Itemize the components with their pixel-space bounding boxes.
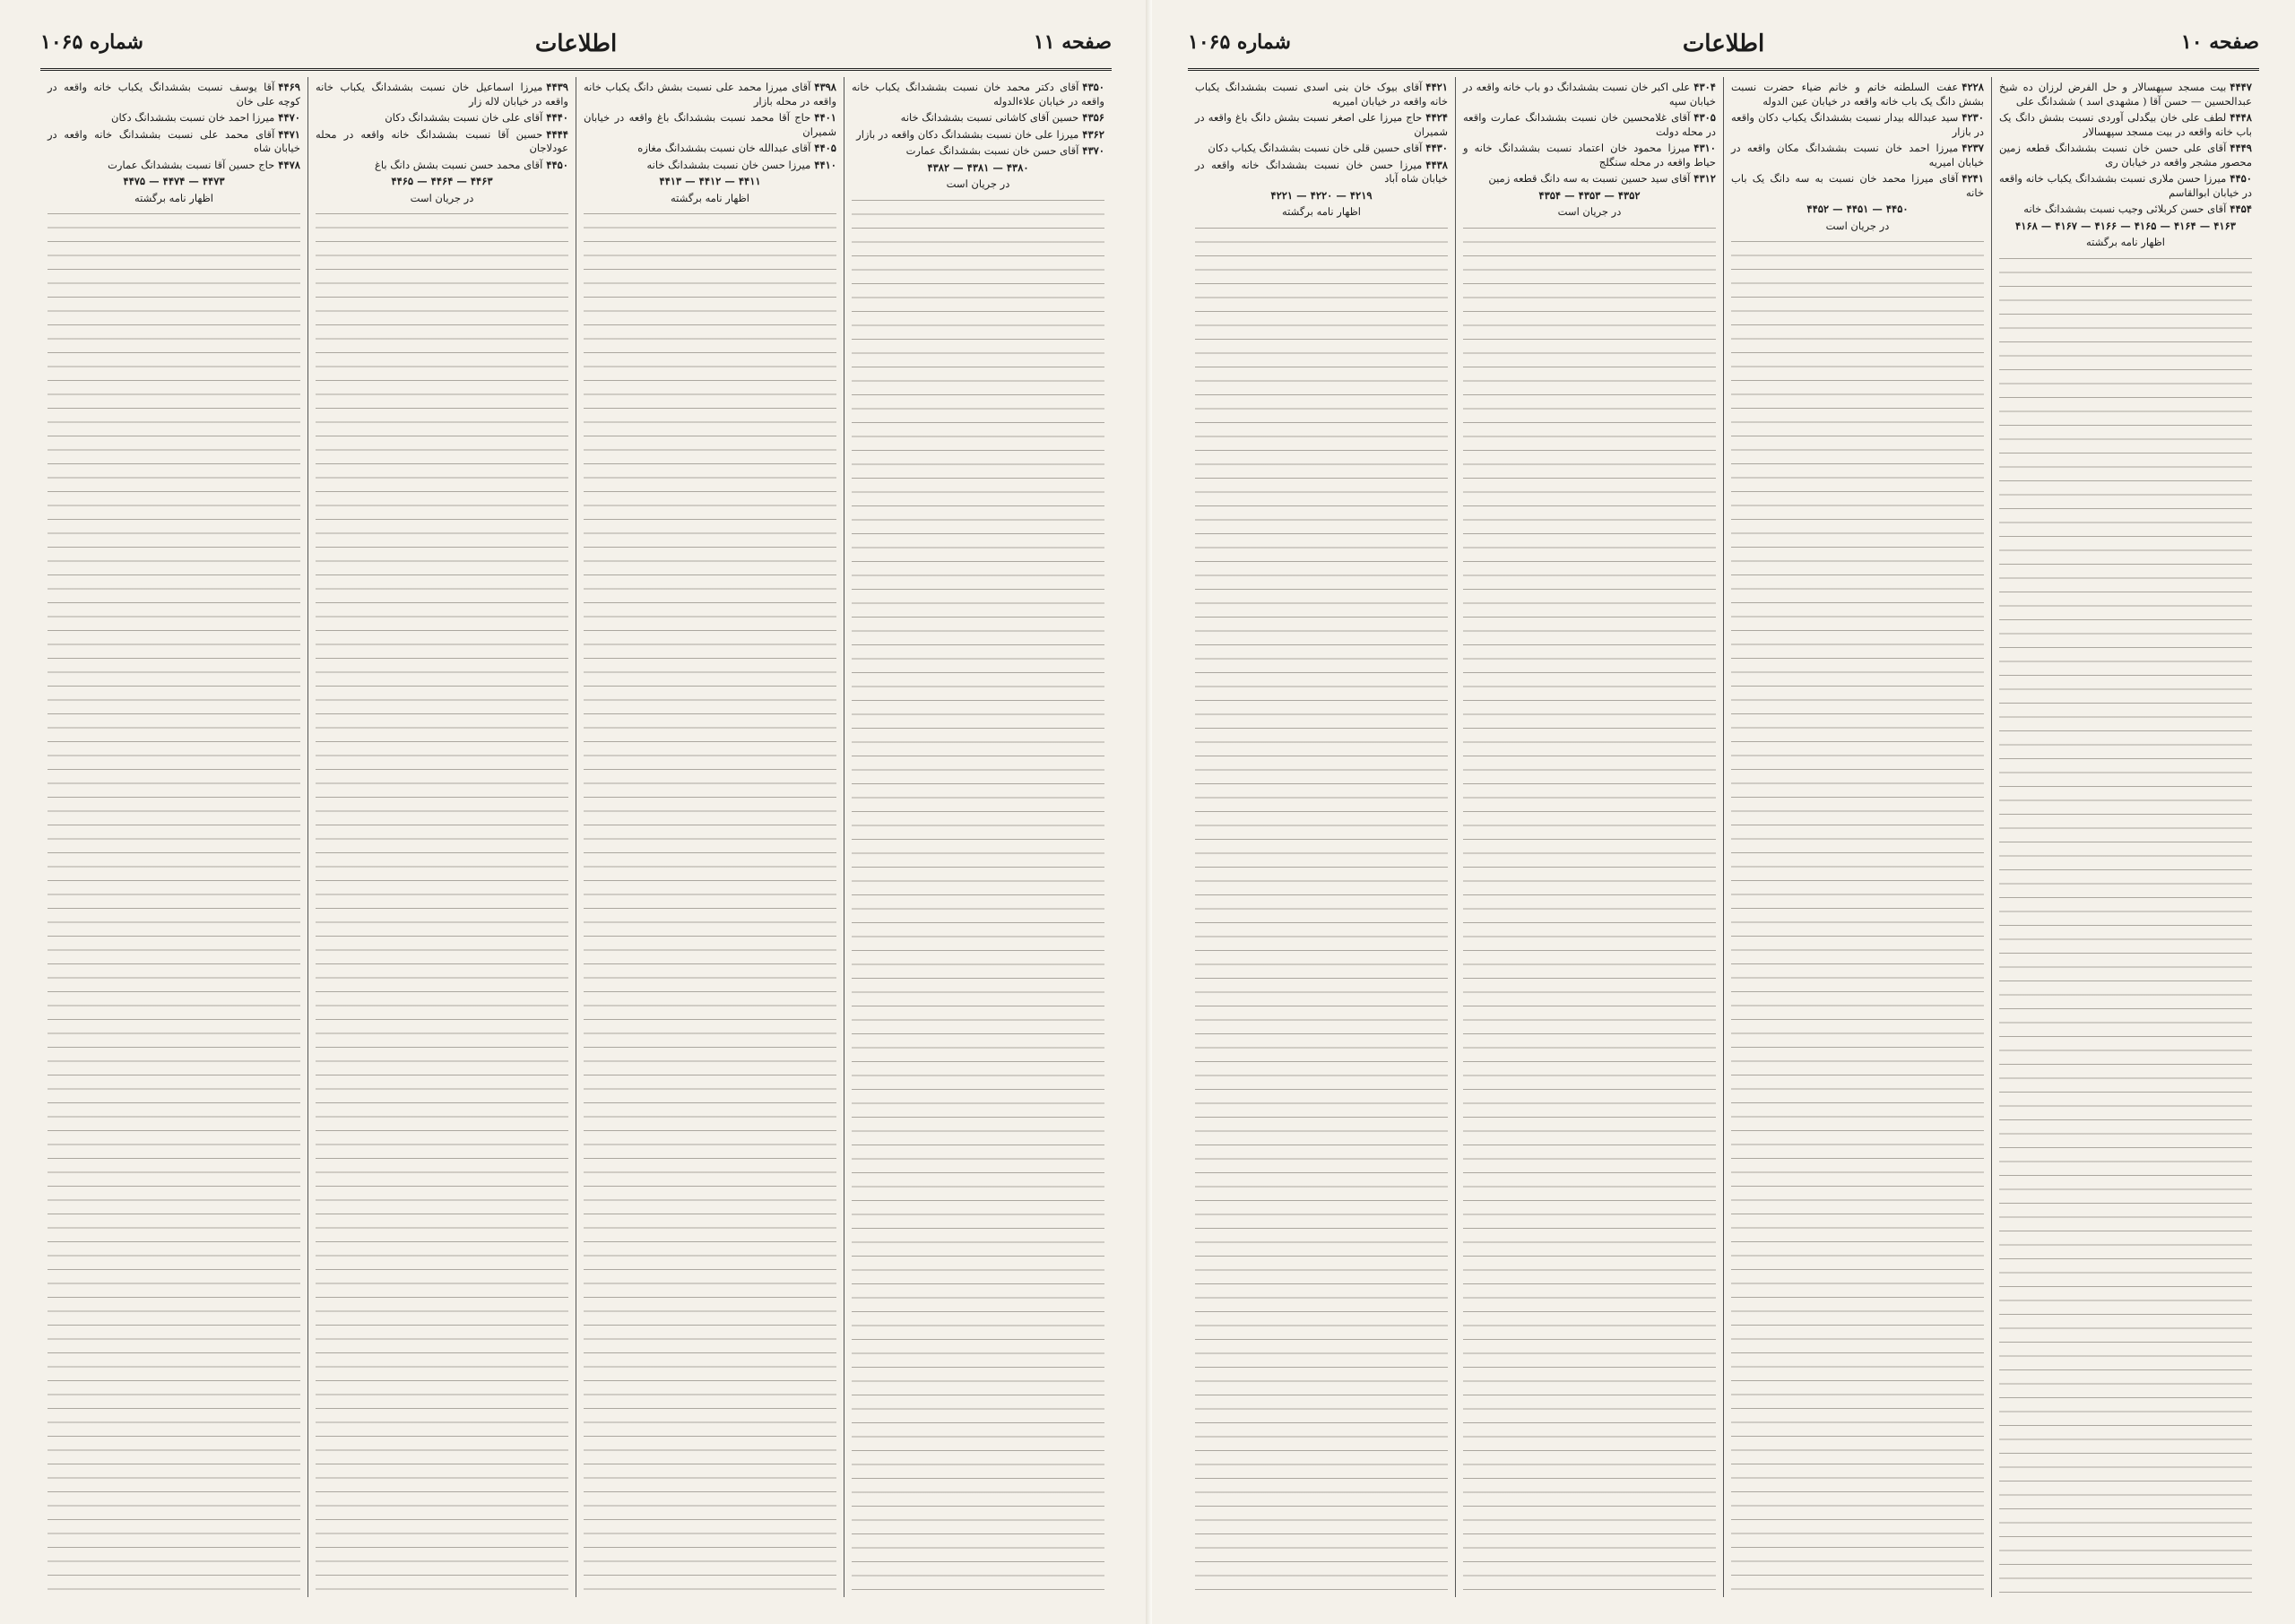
registry-entry (852, 81, 1104, 108)
registry-entry (48, 81, 300, 108)
entry-text: میرزا محمود خان اعتماد نسبت بششدانگ خانه و حیاط واقعه در محله سنگلج (1463, 142, 1716, 168)
registry-entry (584, 159, 836, 173)
registry-entry (584, 81, 836, 108)
entry-number: ۴۳۵۶ (1082, 111, 1104, 124)
entry-number-list: ۴۳۸۰ — ۴۳۸۱ — ۴۳۸۲ (927, 160, 1029, 174)
entry-number: ۴۴۶۹ (278, 81, 300, 93)
entry-number: ۴۳۷۰ (1082, 144, 1104, 157)
registry-entry (1999, 172, 2252, 200)
status-line: اظهار نامه برگشته (134, 191, 213, 204)
registry-entry (584, 111, 836, 139)
entry-number: ۴۴۲۱ (1425, 81, 1448, 93)
registry-entry (316, 128, 568, 156)
text-column (1723, 77, 1991, 1597)
entry-number: ۴۲۲۸ (1962, 81, 1984, 93)
status-line: در جریان است (1557, 205, 1622, 218)
entry-text: میرزا احمد خان نسبت بششدانگ دکان (111, 111, 275, 124)
column-group (1188, 77, 2259, 1597)
entry-text: عفت السلطنه خانم و خانم ضیاء حضرت نسبت بشش دانگ یک باب خانه واقعه در خیابان عین الدوله (1731, 81, 1984, 108)
entry-text: میرزا حسن ملاری نسبت بششدانگ یکباب خانه واقعه در خیابان ابوالقاسم (1999, 172, 2252, 199)
entry-number: ۴۲۳۰ (1962, 111, 1984, 124)
entry-text: آقای میرزا محمد علی نسبت بشش دانگ یکباب خانه واقعه در محله بازار (584, 81, 836, 108)
newspaper-name: اطلاعات (1682, 30, 1765, 57)
registry-entry (1731, 111, 1984, 139)
registry-entry (584, 142, 836, 156)
body-text-lines (1463, 223, 1716, 1598)
status-line: اظهار نامه برگشته (671, 191, 749, 204)
registry-entry (316, 111, 568, 125)
entry-number: ۴۴۳۰ (1425, 142, 1448, 154)
status-line: در جریان است (410, 191, 474, 204)
entry-number: ۴۴۴۹ (2230, 142, 2252, 154)
entry-number: ۴۳۶۲ (1082, 127, 1104, 141)
entry-text: آقای دکتر محمد خان نسبت بششدانگ یکباب خانه واقعه در خیابان علاءالدوله (852, 81, 1104, 108)
entry-text: آقای حسین قلی خان نسبت بششدانگ یکباب دکان (1208, 142, 1423, 154)
issue-number: شماره ۱۰۶۵ (1188, 30, 1291, 54)
entry-number: ۴۴۷۱ (278, 127, 300, 141)
entry-number: ۴۴۲۴ (1425, 111, 1448, 124)
registry-entry (852, 144, 1104, 159)
entry-text: میرزا حسن خان نسبت بششدانگ خانه واقعه در خیابان شاه آباد (1195, 158, 1448, 185)
registry-entry (1731, 81, 1984, 108)
entry-text: آقای علی خان نسبت بششدانگ دکان (385, 111, 543, 124)
registry-entry (1999, 203, 2252, 217)
entry-number: ۴۴۵۴ (2230, 203, 2252, 215)
entry-text: سید عبدالله بیدار نسبت بششدانگ یکباب دکان واقعه در بازار (1731, 111, 1984, 138)
page-number: صفحه ۱۰ (2180, 30, 2259, 54)
entry-text: آقا یوسف نسبت بششدانگ یکباب خانه واقعه در کوچه علی خان (48, 81, 300, 108)
body-text-lines (1731, 237, 1984, 1597)
entry-text: حاج آقا محمد نسبت بششدانگ باغ واقعه در خیابان شمیران (584, 111, 836, 138)
newspaper-name: اطلاعات (534, 30, 618, 57)
entry-number: ۴۳۰۴ (1693, 81, 1716, 93)
entry-text: حسین آقا نسبت بششدانگ خانه واقعه در محله عودلاجان (316, 127, 568, 154)
entry-number: ۴۴۴۰ (546, 111, 568, 124)
entry-text: حاج میرزا علی اصغر نسبت بشش دانگ باغ واقعه در شمیران (1195, 111, 1448, 138)
page-right-header (1188, 27, 2259, 71)
text-column (40, 77, 307, 1597)
entry-number: ۴۴۳۸ (1425, 158, 1448, 171)
entry-number: ۴۴۰۵ (814, 142, 836, 154)
entry-number: ۴۴۵۰ (2230, 172, 2252, 185)
registry-entry (1195, 81, 1448, 108)
entry-text: حسین آقای کاشانی نسبت بششدانگ خانه (900, 111, 1079, 124)
entry-number-list: ۴۳۵۲ — ۴۳۵۳ — ۴۳۵۴ (1538, 188, 1641, 202)
registry-entry (1999, 142, 2252, 169)
entry-text: آقای سید حسین نسبت به سه دانگ قطعه زمین (1488, 172, 1691, 185)
registry-entry (852, 111, 1104, 125)
entry-text: میرزا علی خان نسبت بششدانگ دکان واقعه در بازار (856, 127, 1079, 141)
page-number: صفحه ۱۱ (1033, 30, 1112, 54)
registry-entry (48, 159, 300, 173)
entry-text: آقای محمد علی نسبت بششدانگ خانه واقعه در خیابان شاه (48, 127, 300, 154)
entry-text: آقای حسن کربلائی وجیب نسبت بششدانگ خانه (2023, 203, 2227, 215)
issue-number: شماره ۱۰۶۵ (40, 30, 143, 54)
entry-number-list: ۴۲۱۹ — ۴۲۲۰ — ۴۲۲۱ (1270, 188, 1373, 202)
registry-entry (1463, 142, 1716, 169)
entry-text: لطف علی خان بیگدلی آوردی نسبت بشش دانگ یک باب خانه واقعه در بیت مسجد سپهسالار (1999, 111, 2252, 138)
entry-number: ۴۴۱۰ (814, 158, 836, 171)
text-column (1991, 77, 2259, 1597)
page-right (1152, 0, 2295, 1624)
body-text-lines (48, 209, 300, 1597)
registry-entry (1731, 142, 1984, 169)
entry-number: ۴۳۰۵ (1693, 111, 1716, 124)
entry-text: آقای میرزا محمد خان نسبت به سه دانگ یک باب خانه (1731, 172, 1984, 199)
entry-text: بیت مسجد سپهسالار و حل الفرض لرزان ده شیخ عبدالحسین — حسن آقا ( مشهدی اسد ) ششدانگ علی (1999, 81, 2252, 108)
entry-text: آقای علی حسن خان نسبت بششدانگ قطعه زمین محصور مشجر واقعه در خیابان ری (1999, 142, 2252, 168)
body-text-lines (316, 209, 568, 1597)
registry-entry (1731, 172, 1984, 200)
entry-number: ۴۴۵۰ (546, 158, 568, 171)
entry-number-list: ۴۴۷۳ — ۴۴۷۴ — ۴۴۷۵ (123, 175, 225, 187)
entry-number: ۴۳۱۲ (1693, 172, 1716, 185)
entry-text: آقای بیوک خان بنی اسدی نسبت بششدانگ یکباب خانه واقعه در خیابان امیریه (1195, 81, 1448, 108)
body-text-lines (852, 195, 1104, 1598)
registry-entry (1999, 81, 2252, 108)
entry-number-list: ۴۴۵۰ — ۴۴۵۱ — ۴۴۵۲ (1806, 203, 1909, 215)
body-text-lines (1999, 254, 2252, 1598)
entry-number: ۴۳۹۸ (814, 81, 836, 93)
entry-number: ۴۲۴۱ (1962, 172, 1984, 185)
entry-number-list: ۴۴۱۱ — ۴۴۱۲ — ۴۴۱۳ (659, 175, 761, 187)
status-line: در جریان است (1825, 219, 1890, 232)
entry-number: ۴۴۷۸ (278, 158, 300, 171)
status-line: اظهار نامه برگشته (2086, 236, 2165, 248)
registry-entry (1999, 111, 2252, 139)
entry-number: ۴۴۰۱ (814, 111, 836, 124)
entry-number-list: ۴۴۶۳ — ۴۴۶۴ — ۴۴۶۵ (391, 175, 493, 187)
registry-entry (1463, 172, 1716, 186)
text-column (307, 77, 576, 1597)
registry-entry (316, 81, 568, 108)
entry-text: آقای غلامحسین خان نسبت بششدانگ عمارت واقعه در محله دولت (1463, 111, 1716, 138)
entry-number: ۴۴۴۷ (2230, 81, 2252, 93)
entry-number: ۴۳۱۰ (1693, 142, 1716, 154)
entry-number: ۴۴۴۴ (546, 127, 568, 141)
text-column (576, 77, 844, 1597)
entry-number: ۴۴۴۸ (2230, 111, 2252, 124)
registry-entry (48, 111, 300, 125)
entry-text: آقای عبدالله خان نسبت بششدانگ مغازه (637, 142, 811, 154)
registry-entry (852, 128, 1104, 143)
text-column (1455, 77, 1723, 1597)
entry-number: ۴۴۷۰ (278, 111, 300, 124)
status-line: اظهار نامه برگشته (1282, 205, 1361, 218)
entry-number: ۴۲۳۷ (1962, 142, 1984, 154)
entry-number-list: ۴۱۶۳ — ۴۱۶۴ — ۴۱۶۵ — ۴۱۶۶ — ۴۱۶۷ — ۴۱۶۸ (2015, 219, 2236, 232)
registry-entry (1195, 159, 1448, 186)
body-text-lines (584, 209, 836, 1597)
entry-number: ۴۳۵۰ (1082, 81, 1104, 93)
entry-text: میرزا اسماعیل خان نسبت بششدانگ یکباب خانه واقعه در خیابان لاله زار (316, 81, 568, 108)
entry-text: آقای محمد حسن نسبت بشش دانگ باغ (375, 158, 543, 171)
status-line: در جریان است (946, 177, 1010, 190)
text-column (844, 77, 1112, 1597)
entry-text: میرزا حسن خان نسبت بششدانگ خانه (646, 158, 811, 171)
entry-text: حاج حسین آقا نسبت بششدانگ عمارت (108, 158, 275, 171)
body-text-lines (1195, 223, 1448, 1598)
column-group (40, 77, 1112, 1597)
registry-entry (48, 128, 300, 156)
registry-entry (316, 159, 568, 173)
entry-text: میرزا احمد خان نسبت بششدانگ مکان واقعه در خیابان امیریه (1731, 142, 1984, 168)
registry-entry (1195, 111, 1448, 139)
text-column (1188, 77, 1455, 1597)
registry-entry (1463, 81, 1716, 108)
entry-number: ۴۴۳۹ (546, 81, 568, 93)
entry-text: آقای حسن خان نسبت بششدانگ عمارت (905, 144, 1079, 157)
registry-entry (1195, 142, 1448, 156)
entry-text: علی اکبر خان نسبت بششدانگ دو باب خانه واقعه در خیابان سپه (1463, 81, 1716, 108)
page-left-header (40, 27, 1112, 71)
registry-entry (1463, 111, 1716, 139)
